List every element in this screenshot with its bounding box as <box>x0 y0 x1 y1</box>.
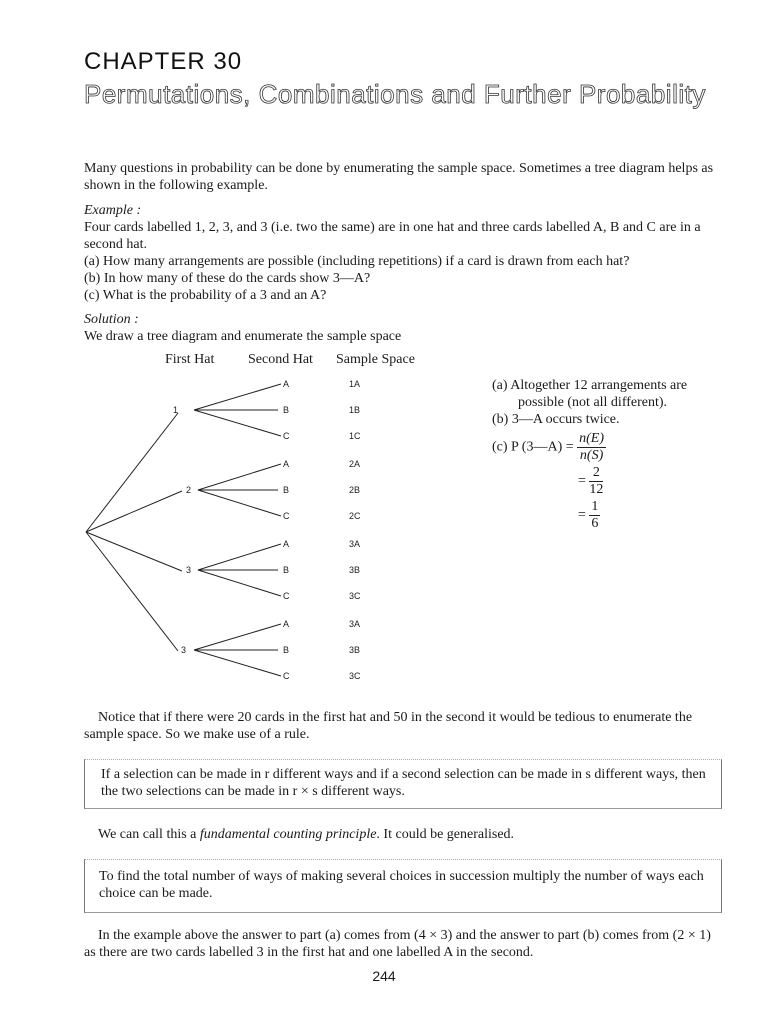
rule-1-text: If a selection can be made in r different ways and if a second selection can be made in s different ways, then the two selections can be made in r × s different ways. <box>101 767 706 799</box>
fraction-2-12 <box>589 465 603 498</box>
first-hat-node: 2 <box>186 485 192 495</box>
example-label: Example : <box>84 203 142 218</box>
second-hat-node: A <box>283 379 290 389</box>
chapter-title: Permutations, Combinations and Further Probability <box>84 79 706 109</box>
equals-sign: = <box>578 473 586 489</box>
answer-c-step2 <box>578 465 603 498</box>
sample-outcome: 3A <box>349 539 361 549</box>
fraction-1-6 <box>589 499 600 532</box>
second-hat-node: B <box>283 645 290 655</box>
sample-outcome: 2B <box>349 485 361 495</box>
numerator: n(E) <box>579 431 605 446</box>
intro-paragraph: Many questions in probability can be done by enumerating the sample space. Sometimes a tree diagram helps as shown in the following example. <box>84 161 714 193</box>
branch-root-3a <box>86 532 182 571</box>
header-second-hat: Second Hat <box>248 352 313 367</box>
second-hat-node: A <box>283 619 290 629</box>
header-sample-space: Sample Space <box>336 352 415 367</box>
answer-a-line2: possible (not all different). <box>518 395 668 410</box>
rule-2-text: To find the total number of ways of making several choices in succession multiply the number of ways each choice can be made. <box>99 869 704 901</box>
rule-box-2 <box>84 859 722 913</box>
question-c: (c) What is the probability of a 3 and an A? <box>84 288 327 303</box>
numerator: 2 <box>589 465 603 482</box>
answer-c-step3 <box>578 499 600 532</box>
denominator: n(S) <box>579 448 604 463</box>
answer-c <box>492 431 606 464</box>
equals-sign: = <box>578 507 586 523</box>
notice-paragraph: Notice that if there were 20 cards in the first hat and 50 in the second it would be tedious to enumerate the sample space. So we make use of a rule. <box>84 710 693 742</box>
second-hat-node: C <box>283 511 290 521</box>
solution-label: Solution : <box>84 312 139 327</box>
branch-root-2 <box>86 491 182 532</box>
page-number: 244 <box>372 968 396 984</box>
header-first-hat: First Hat <box>165 352 215 367</box>
answer-b: (b) 3—A occurs twice. <box>492 412 620 427</box>
second-hat-node: C <box>283 431 290 441</box>
answer-c-prefix: (c) P (3—A) = <box>492 439 574 455</box>
sample-outcome: 2A <box>349 459 361 469</box>
sample-outcome: 3B <box>349 645 361 655</box>
sample-outcome: 2C <box>349 511 361 521</box>
second-hat-node: B <box>283 485 290 495</box>
second-hat-node: C <box>283 671 290 681</box>
sample-outcome: 3C <box>349 591 361 601</box>
sample-outcome: 3A <box>349 619 361 629</box>
first-hat-node: 3 <box>186 565 192 575</box>
rule-box-1 <box>84 759 722 809</box>
denominator: 12 <box>589 482 604 497</box>
second-hat-node: C <box>283 591 290 601</box>
second-hat-node: B <box>283 565 290 575</box>
second-hat-node: A <box>283 459 290 469</box>
second-hat-node: A <box>283 539 290 549</box>
numerator: 1 <box>591 499 599 514</box>
fraction-nE-nS <box>577 431 606 464</box>
fcp-post: . It could be generalised. <box>376 827 515 842</box>
second-hat-node: B <box>283 405 290 415</box>
first-hat-node: 1 <box>173 405 179 415</box>
branch-root-3b <box>86 532 178 651</box>
example-statement: Four cards labelled 1, 2, 3, and 3 (i.e. two the same) are in one hat and three cards labelled A, B and C are in a second hat. <box>84 220 701 252</box>
sample-outcome: 3C <box>349 671 361 681</box>
question-a: (a) How many arrangements are possible (including repetitions) if a card is drawn from each hat? <box>84 254 630 269</box>
branch-root-1 <box>86 413 178 532</box>
fcp-term: fundamental counting principle <box>199 827 377 842</box>
sample-outcome: 3B <box>349 565 361 575</box>
first-hat-node: 3 <box>181 645 187 655</box>
chapter-heading: CHAPTER 30 <box>84 48 243 75</box>
sample-outcome: 1C <box>349 431 361 441</box>
closing-paragraph: In the example above the answer to part (a) comes from (4 × 3) and the answer to part (b) comes from (2 × 1) as there are two cards labelled 3 in the first hat and one labelled A in the second. <box>84 928 711 960</box>
answer-a-line1: (a) Altogether 12 arrangements are <box>492 378 688 393</box>
solution-text: We draw a tree diagram and enumerate the sample space <box>84 329 402 344</box>
fcp-pre: We can call this a <box>98 827 200 842</box>
denominator: 6 <box>591 516 599 531</box>
fcp-sentence <box>98 826 738 843</box>
sample-outcome: 1A <box>349 379 361 389</box>
sample-outcome: 1B <box>349 405 361 415</box>
question-b: (b) In how many of these do the cards show 3—A? <box>84 271 371 286</box>
